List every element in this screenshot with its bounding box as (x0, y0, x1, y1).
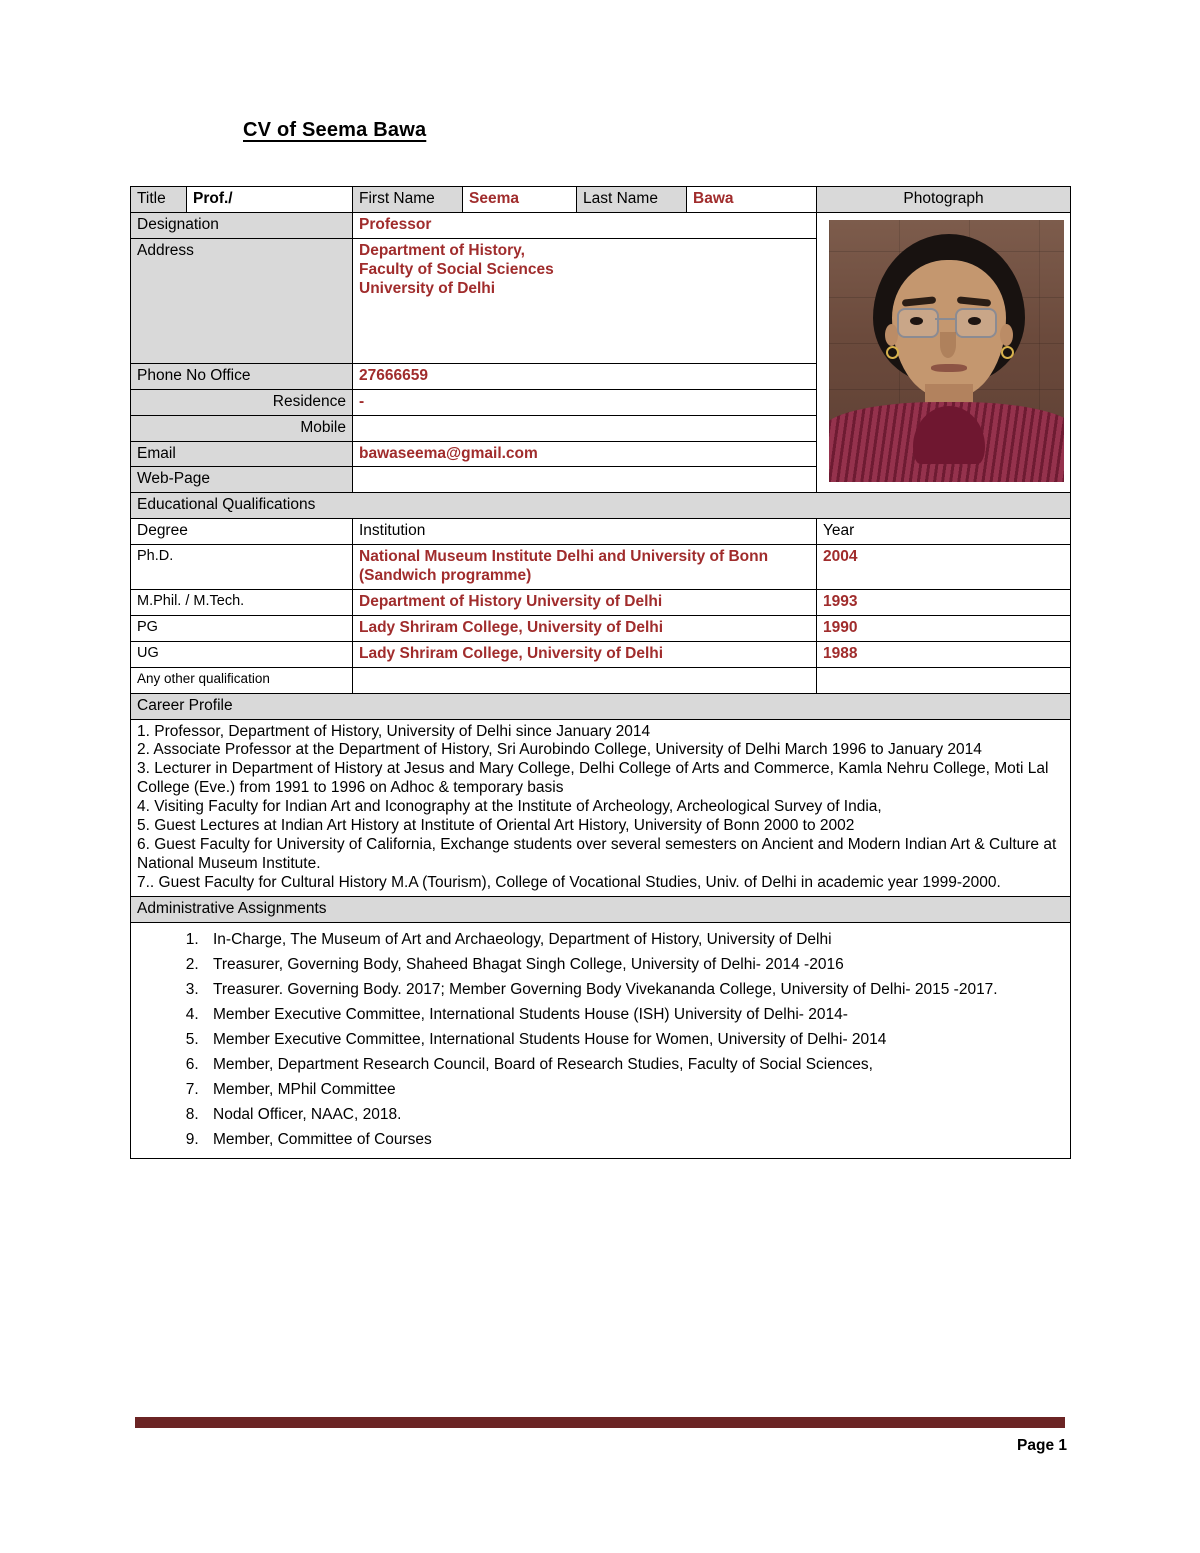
list-item: 9. Member, Committee of Courses (203, 1127, 1054, 1152)
list-item: 7. Member, MPhil Committee (203, 1077, 1054, 1102)
footer-accent-bar (135, 1417, 1065, 1428)
education-degree: M.Phil. / M.Tech. (131, 589, 353, 615)
mobile-value[interactable] (353, 415, 817, 441)
administrative-section-title: Administrative Assignments (131, 896, 1071, 922)
last-name-label: Last Name (577, 187, 687, 213)
education-degree: PG (131, 615, 353, 641)
list-item: 3. Treasurer. Governing Body. 2017; Member Governing Body Vivekananda College, University of Delhi- 2015 -2017. (203, 977, 1054, 1002)
education-degree: Ph.D. (131, 545, 353, 590)
table-row (131, 641, 1071, 667)
any-other-qualification-label: Any other qualification (131, 667, 353, 693)
career-entry: 1. Professor, Department of History, University of Delhi since January 2014 (137, 722, 651, 740)
administrative-body-row (131, 922, 1071, 1158)
mobile-label: Mobile (131, 415, 353, 441)
education-institution: Lady Shriram College, University of Delhi (353, 615, 817, 641)
administrative-section-header-row (131, 896, 1071, 922)
list-item: 8. Nodal Officer, NAAC, 2018. (203, 1102, 1054, 1127)
education-col-institution: Institution (353, 519, 817, 545)
identity-row (131, 187, 1071, 213)
any-other-qualification-institution[interactable] (353, 667, 817, 693)
education-col-degree: Degree (131, 519, 353, 545)
email-label: Email (131, 441, 353, 467)
education-institution: Lady Shriram College, University of Delhi (353, 641, 817, 667)
career-entry: 3. Lecturer in Department of History at Jesus and Mary College, Delhi College of Arts and Commerce, Kamla Nehru College, Moti Lal College (Eve.) from 1991 to 1996 on Adhoc & temporary basis (137, 760, 1049, 797)
cv-table (130, 186, 1071, 1159)
education-section-title: Educational Qualifications (131, 493, 1071, 519)
career-body-row (131, 719, 1071, 896)
career-section-header-row (131, 693, 1071, 719)
webpage-value[interactable] (353, 467, 817, 493)
webpage-label: Web-Page (131, 467, 353, 493)
title-label: Title (131, 187, 187, 213)
education-year: 1988 (817, 641, 1071, 667)
address-label: Address (131, 238, 353, 363)
designation-label: Designation (131, 212, 353, 238)
list-item: 5. Member Executive Committee, International Students House for Women, University of Delhi- 2014 (203, 1027, 1054, 1052)
table-row (131, 545, 1071, 590)
list-item: 4. Member Executive Committee, International Students House (ISH) University of Delhi- 2014- (203, 1002, 1054, 1027)
list-item: 1. In-Charge, The Museum of Art and Archaeology, Department of History, University of Delhi (203, 927, 1054, 952)
residence-value[interactable]: - (353, 389, 817, 415)
residence-label: Residence (131, 389, 353, 415)
list-item: 6. Member, Department Research Council, Board of Research Studies, Faculty of Social Sciences, (203, 1052, 1054, 1077)
page-title: CV of Seema Bawa (243, 119, 427, 141)
photograph-label: Photograph (817, 187, 1071, 213)
education-institution: National Museum Institute Delhi and University of Bonn (Sandwich programme) (353, 545, 817, 590)
education-degree: UG (131, 641, 353, 667)
phone-office-value[interactable]: 27666659 (353, 363, 817, 389)
designation-value[interactable]: Professor (353, 212, 817, 238)
designation-row (131, 212, 1071, 238)
phone-office-label: Phone No Office (131, 363, 353, 389)
first-name-value[interactable]: Seema (463, 187, 577, 213)
career-section-title: Career Profile (131, 693, 1071, 719)
education-col-year: Year (817, 519, 1071, 545)
photograph-cell (817, 212, 1071, 492)
education-year: 2004 (817, 545, 1071, 590)
administrative-body (131, 922, 1071, 1158)
career-profile-body (131, 719, 1071, 896)
career-entry: 7.. Guest Faculty for Cultural History M.A (Tourism), College of Vocational Studies, Univ. of Delhi in academic year 1999-2000. (137, 873, 1001, 891)
administrative-list (131, 923, 1070, 1158)
list-item: 2. Treasurer, Governing Body, Shaheed Bhagat Singh College, University of Delhi- 2014 -2016 (203, 952, 1054, 977)
career-entry: 6. Guest Faculty for University of California, Exchange students over several semesters on Ancient and Modern Indian Art & Culture at National Museum Institute. (137, 835, 1057, 872)
any-other-qualification-year[interactable] (817, 667, 1071, 693)
education-section-header-row (131, 493, 1071, 519)
page-number: Page 1 (1017, 1437, 1067, 1454)
title-value[interactable]: Prof./ (187, 187, 353, 213)
address-line: University of Delhi (359, 279, 496, 297)
address-line: Department of History, (359, 241, 525, 259)
education-institution: Department of History University of Delhi (353, 589, 817, 615)
education-any-other-row (131, 667, 1071, 693)
career-entry: 2. Associate Professor at the Department of History, Sri Aurobindo College, University of Delhi March 1996 to January 2014 (137, 741, 982, 759)
table-row (131, 589, 1071, 615)
portrait-photo (829, 220, 1064, 482)
career-entry: 5. Guest Lectures at Indian Art History at Institute of Oriental Art History, University of Bonn 2000 to 2002 (137, 817, 855, 835)
address-value[interactable] (353, 238, 817, 363)
education-year: 1990 (817, 615, 1071, 641)
photograph-frame (823, 216, 1064, 484)
education-year: 1993 (817, 589, 1071, 615)
first-name-label: First Name (353, 187, 463, 213)
career-entry: 4. Visiting Faculty for Indian Art and Iconography at the Institute of Archeology, Archeological Survey of India, (137, 798, 882, 816)
table-row (131, 615, 1071, 641)
email-value[interactable]: bawaseema@gmail.com (353, 441, 817, 467)
address-line: Faculty of Social Sciences (359, 260, 554, 278)
last-name-value[interactable]: Bawa (687, 187, 817, 213)
education-columns-row (131, 519, 1071, 545)
